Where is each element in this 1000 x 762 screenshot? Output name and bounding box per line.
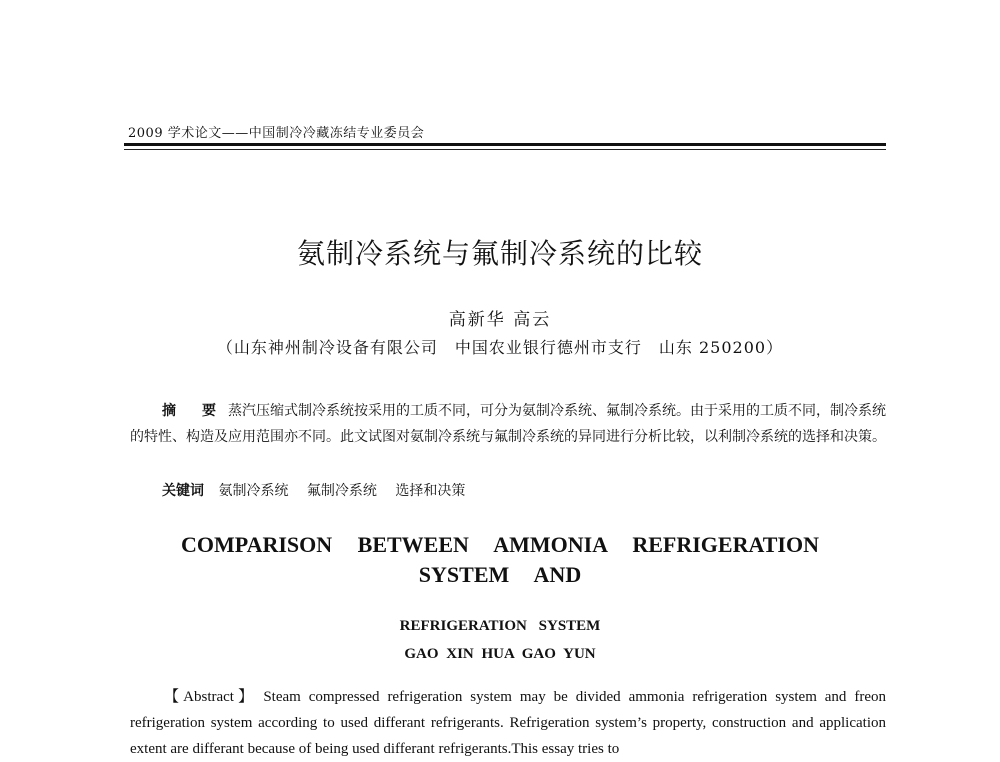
header-rule-thick	[124, 143, 886, 146]
abstract-cn-label: 摘 要	[162, 403, 222, 419]
keywords-cn-label: 关键词	[162, 483, 204, 499]
header-rule-thin	[124, 149, 886, 150]
keyword-item: 氟制冷系统	[306, 483, 377, 499]
keyword-item: 选择和决策	[395, 483, 466, 499]
running-header: 2009 学术论文——中国制冷冷藏冻结专业委员会	[128, 126, 425, 141]
abstract-en	[130, 684, 886, 762]
paper-title-cn: 氨制冷系统与氟制冷系统的比较	[296, 237, 703, 270]
abstract-cn	[130, 398, 886, 450]
affiliation-cn: （山东神州制冷设备有限公司 中国农业银行德州市支行 山东 250200）	[216, 338, 784, 357]
paper-title-en-line2: SYSTEM AND	[418, 562, 582, 587]
paper-title-en-line1: COMPARISON BETWEEN AMMONIA REFRIGERATION	[181, 532, 819, 557]
keyword-item: 氨制冷系统	[218, 483, 289, 499]
authors-cn: 高新华 高云	[448, 310, 552, 330]
abstract-cn-text: 蒸汽压缩式制冷系统按采用的工质不同，可分为氨制冷系统、氟制冷系统。由于采用的工质不同，制冷系统的特性、构造及应用范围亦不同。此文试图对氨制冷系统与氟制冷系统的异同进行分析比较，以利制冷系统的选择和决策。	[130, 403, 886, 445]
abstract-en-label: 【Abstract】	[164, 689, 258, 705]
keywords-cn	[162, 480, 479, 500]
abstract-en-text: Steam compressed refrigeration system may be divided ammonia refrigeration system and freon refrigeration system according to used differant refrigerants. Refrigeration system’s property, construction and application extent are differant because of being used differant refrigerants.This essay tries to	[130, 689, 886, 757]
authors-en: GAO XIN HUA GAO YUN	[404, 646, 596, 662]
paper-title-en	[0, 530, 1000, 590]
paper-subtitle-en: REFRIGERATION SYSTEM	[399, 618, 601, 634]
